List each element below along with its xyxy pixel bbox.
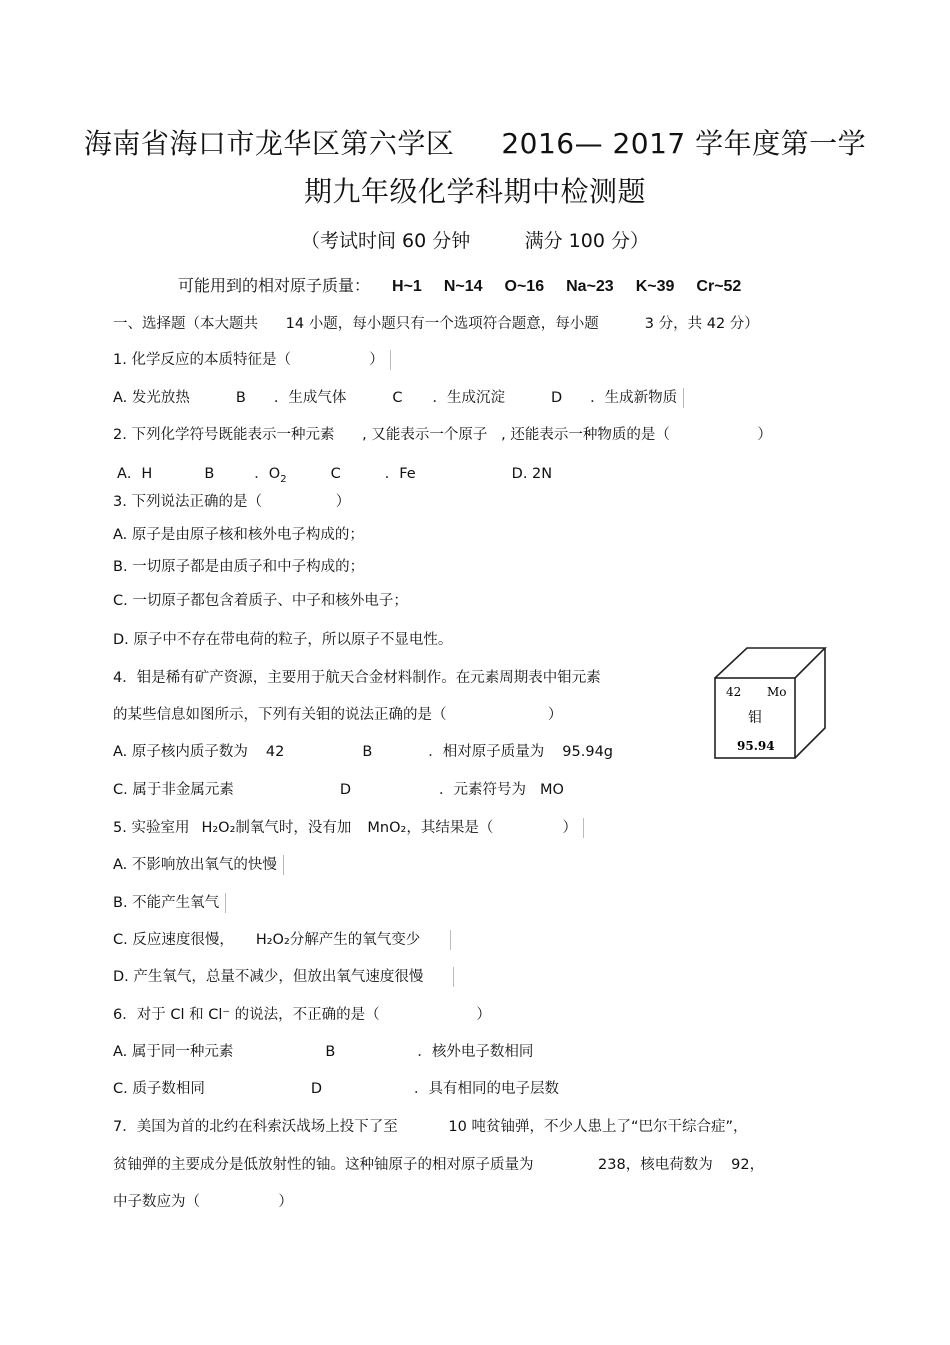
question-4-stem-line2: 的某些信息如图所示，下列有关钼的说法正确的是（ ） [113,707,563,723]
question-5-option-b: B. 不能产生氧气 [113,891,226,913]
question-1-options: A. 发光放热 B ．生成气体 C ．生成沉淀 D ．生成新物质 [113,386,684,408]
question-3-option-b: B. 一切原子都是由质子和中子构成的； [113,559,365,575]
atomic-mass-item: H~1 [392,278,422,295]
exam-title-line1: 海南省海口市龙华区第六学区 2016— 2017 学年度第一学 [83,127,867,160]
question-5-option-c: C. 反应速度很慢， H₂O₂分解产生的氧气变少 [113,928,451,950]
question-3-option-c: C. 一切原子都包含着质子、中子和核外电子； [113,593,408,609]
element-name: 钼 [748,710,762,726]
question-2-stem: 2. 下列化学符号既能表示一种元素 , 又能表示一个原子 , 还能表示一种物质的是（ ） [113,427,772,443]
atomic-mass-item: N~14 [443,278,483,295]
question-6-stem: 6．对于 Cl 和 Cl⁻ 的说法，不正确的是（ ） [113,1007,491,1023]
periodic-element-cell [713,646,829,762]
exam-title-line2: 期九年级化学科期中检测题 [303,175,646,208]
question-7-line3: 中子数应为（ ） [113,1194,293,1210]
cell-top-face [715,648,825,678]
section-heading: 一、选择题（本大题共 14 小题，每小题只有一个选项符合题意，每小题 3 分，共 42 分） [113,316,759,332]
atomic-mass-item: Cr~52 [696,278,742,295]
question-5-stem: 5. 实验室用 H₂O₂制氧气时，没有加 MnO₂，其结果是（ ） [113,816,584,838]
question-7-line2: 贫铀弹的主要成分是低放射性的铀。这种铀原子的相对原子质量为 238，核电荷数为 92， [113,1157,765,1173]
element-atomic-mass: 95.94 [737,739,775,753]
question-7-line1: 7．美国为首的北约在科索沃战场上投下了至 10 吨贫铀弹，不少人患上了“巴尔干综合症”， [113,1119,748,1135]
question-3-option-a: A. 原子是由原子核和核外电子构成的； [113,527,364,543]
atomic-mass-list [178,273,741,296]
question-3-option-d: D. 原子中不存在带电荷的粒子，所以原子不显电性。 [113,632,453,648]
question-4-options-cd: C. 属于非金属元素 D ．元素符号为 MO [113,782,564,798]
element-symbol: Mo [767,685,787,699]
question-6-options-ab: A. 属于同一种元素 B ．核外电子数相同 [113,1044,534,1060]
atomic-mass-item: K~39 [635,278,675,295]
atomic-mass-label: 可能用到的相对原子质量： [178,276,371,295]
atomic-mass-item: O~16 [504,278,545,295]
question-2-options: A．H B ．$O_2$ C ．Fe D. 2N [117,466,553,485]
question-4-options-ab: A. 原子核内质子数为 42 B ．相对原子质量为 95.94g [113,744,614,760]
atomic-mass-item: Na~23 [566,278,614,295]
exam-subtitle: （考试时间 60 分钟 满分 100 分） [301,230,649,252]
question-1-stem: 1. 化学反应的本质特征是（ ） [113,348,391,370]
element-atomic-number: 42 [726,685,742,699]
cell-side-face [795,648,825,758]
question-4-stem-line1: 4．钼是稀有矿产资源，主要用于航天合金材料制作。在元素周期表中钼元素 [113,670,601,686]
question-5-option-d: D. 产生氧气，总量不减少，但放出氧气速度很慢 [113,965,454,987]
question-6-options-cd: C. 质子数相同 D ．具有相同的电子层数 [113,1081,560,1097]
question-5-option-a: A. 不影响放出氧气的快慢 [113,853,284,875]
question-3-stem: 3. 下列说法正确的是（ ） [113,494,351,510]
